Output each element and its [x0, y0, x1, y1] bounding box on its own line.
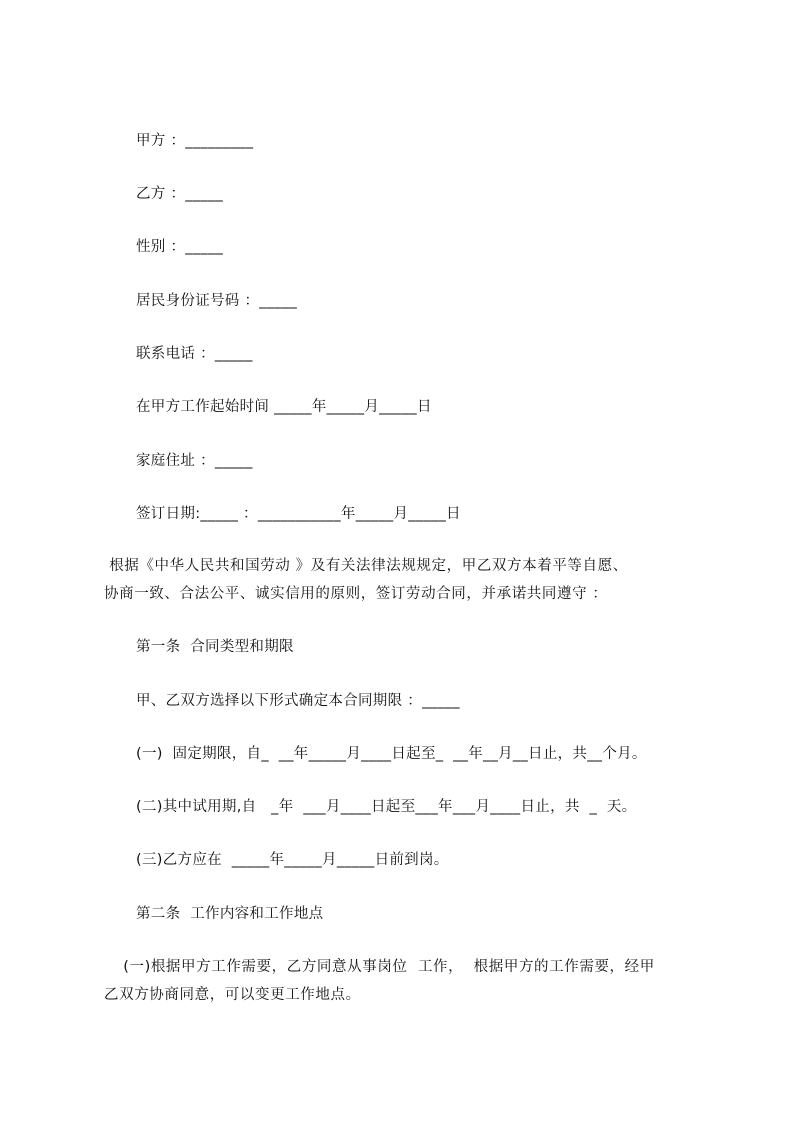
article-2-item-1-line-1: (一)根据甲方工作需要，乙方同意从事岗位 工作， 根据甲方的工作需要，经甲	[118, 959, 655, 975]
article-1-heading: 第一条 合同类型和期限	[136, 639, 294, 655]
intro-line-2: 协商一致、合法公平、诚实信用的原则，签订劳动合同，并承诺共同遵守 ：	[104, 586, 608, 602]
intro-line-1: 根据《中华人民共和国劳动 》及有关法律法规规定，甲乙双方本着平等自愿、	[104, 558, 628, 574]
article-1-intro: 甲、乙双方选择以下形式确定本合同期限 ：_____	[136, 693, 460, 709]
field-address: 家庭住址 ：_____	[136, 453, 253, 469]
article-1-item-3: (三)乙方应在 _____年_____月_____日前到岗。	[136, 852, 449, 868]
field-phone: 联系电话 ：_____	[136, 346, 253, 362]
article-1-item-1: (一) 固定期限，自_ __年_____月____日起至_ __年__月__日止，共__个月。	[136, 746, 647, 762]
field-start-date: 在甲方工作起始时间 _____年_____月_____日	[136, 399, 432, 415]
field-gender: 性别 ：_____	[136, 239, 224, 255]
article-1-item-2: (二)其中试用期,自 _年 ___月____日起至___年___月____日止，共 _ 天。	[136, 799, 637, 815]
article-2-item-1-line-2: 乙双方协商同意，可以变更工作地点。	[104, 987, 361, 1003]
field-party-b: 乙方 ：_____	[136, 186, 224, 202]
field-party-a: 甲方 ：_________	[136, 133, 254, 149]
article-2-heading: 第二条 工作内容和工作地点	[136, 906, 324, 922]
field-id-number: 居民身份证号码 ：_____	[136, 293, 298, 309]
field-signing-date: 签订日期:_____ ：___________年_____月_____日	[136, 506, 461, 522]
